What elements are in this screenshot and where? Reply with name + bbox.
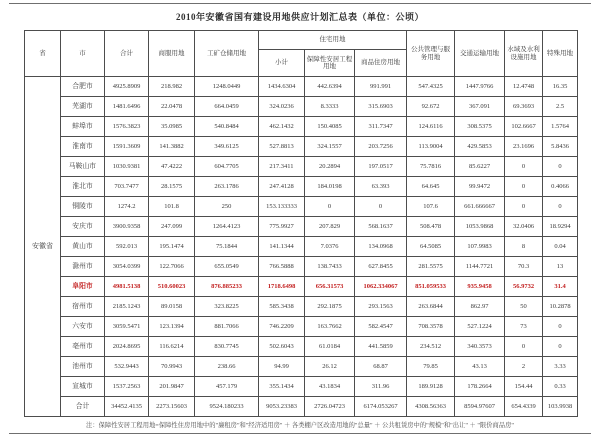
header-transportation: 交通运输用地 <box>455 31 505 77</box>
total-row <box>25 397 578 417</box>
value-cell: 63.393 <box>355 177 407 197</box>
table-row <box>25 337 578 357</box>
value-cell: 508.478 <box>407 217 455 237</box>
value-cell: 26.12 <box>305 357 355 377</box>
city-cell: 滁州市 <box>61 257 105 277</box>
value-cell: 201.9847 <box>149 377 195 397</box>
header-public-management: 公共管理与服务用地 <box>407 31 455 77</box>
value-cell: 457.179 <box>195 377 259 397</box>
value-cell: 604.7705 <box>195 157 259 177</box>
table-row <box>25 357 578 377</box>
value-cell: 2185.1243 <box>105 297 149 317</box>
city-cell: 六安市 <box>61 317 105 337</box>
value-cell: 50 <box>505 297 543 317</box>
value-cell: 102.6667 <box>505 117 543 137</box>
value-cell: 1144.7721 <box>455 257 505 277</box>
value-cell: 367.091 <box>455 97 505 117</box>
value-cell: 3.33 <box>543 357 578 377</box>
value-cell: 1264.4123 <box>195 217 259 237</box>
table-row <box>25 77 578 97</box>
value-cell: 43.13 <box>455 357 505 377</box>
value-cell: 1248.0449 <box>195 77 259 97</box>
value-cell: 708.3578 <box>407 317 455 337</box>
value-cell: 2726.04723 <box>305 397 355 417</box>
value-cell: 150.4085 <box>305 117 355 137</box>
city-cell: 淮北市 <box>61 177 105 197</box>
value-cell: 324.0236 <box>259 97 305 117</box>
value-cell: 349.6125 <box>195 137 259 157</box>
value-cell: 1481.6496 <box>105 97 149 117</box>
value-cell: 1274.2 <box>105 197 149 217</box>
value-cell: 18.9294 <box>543 217 578 237</box>
value-cell: 5.8436 <box>543 137 578 157</box>
value-cell: 830.7745 <box>195 337 259 357</box>
value-cell: 442.6394 <box>305 77 355 97</box>
value-cell: 547.4325 <box>407 77 455 97</box>
value-cell: 263.6844 <box>407 297 455 317</box>
table-row <box>25 157 578 177</box>
value-cell: 56.9732 <box>505 277 543 297</box>
value-cell: 123.1394 <box>149 317 195 337</box>
value-cell: 766.5888 <box>259 257 305 277</box>
city-cell: 宣城市 <box>61 377 105 397</box>
value-cell: 20.2894 <box>305 157 355 177</box>
value-cell: 47.4222 <box>149 157 195 177</box>
value-cell: 355.1434 <box>259 377 305 397</box>
value-cell: 70.9943 <box>149 357 195 377</box>
city-cell: 铜陵市 <box>61 197 105 217</box>
value-cell: 68.87 <box>355 357 407 377</box>
value-cell: 3054.0399 <box>105 257 149 277</box>
value-cell: 654.4339 <box>505 397 543 417</box>
value-cell: 7.0376 <box>305 237 355 257</box>
value-cell: 203.7256 <box>355 137 407 157</box>
value-cell: 22.0478 <box>149 97 195 117</box>
value-cell: 311.96 <box>355 377 407 397</box>
value-cell: 1434.6304 <box>259 77 305 97</box>
value-cell: 2024.8695 <box>105 337 149 357</box>
city-cell: 芜湖市 <box>61 97 105 117</box>
value-cell: 4981.5138 <box>105 277 149 297</box>
value-cell: 292.1875 <box>305 297 355 317</box>
value-cell: 23.1696 <box>505 137 543 157</box>
value-cell: 189.9128 <box>407 377 455 397</box>
value-cell: 462.1432 <box>259 117 305 137</box>
value-cell: 153.133333 <box>259 197 305 217</box>
page-title: 2010年安徽省国有建设用地供应计划汇总表（单位：公顷） <box>175 12 424 22</box>
value-cell: 1576.3823 <box>105 117 149 137</box>
value-cell: 1062.334067 <box>355 277 407 297</box>
value-cell: 441.5859 <box>355 337 407 357</box>
value-cell: 340.3573 <box>455 337 505 357</box>
table-body <box>25 77 578 417</box>
value-cell: 28.1575 <box>149 177 195 197</box>
value-cell: 532.9443 <box>105 357 149 377</box>
value-cell: 103.9938 <box>543 397 578 417</box>
value-cell: 234.512 <box>407 337 455 357</box>
value-cell: 16.35 <box>543 77 578 97</box>
value-cell: 0 <box>543 157 578 177</box>
value-cell: 73 <box>505 317 543 337</box>
table-row <box>25 137 578 157</box>
header-industrial: 工矿仓储用地 <box>195 31 259 77</box>
value-cell: 0 <box>543 317 578 337</box>
value-cell: 69.3693 <box>505 97 543 117</box>
value-cell: 141.3882 <box>149 137 195 157</box>
value-cell: 138.7433 <box>305 257 355 277</box>
value-cell: 107.6 <box>407 197 455 217</box>
value-cell: 0 <box>305 197 355 217</box>
value-cell: 0 <box>543 197 578 217</box>
table-header <box>25 31 578 77</box>
table-row <box>25 177 578 197</box>
table-row <box>25 237 578 257</box>
value-cell: 94.99 <box>259 357 305 377</box>
value-cell: 703.7477 <box>105 177 149 197</box>
value-cell: 775.9927 <box>259 217 305 237</box>
city-cell: 蚌埠市 <box>61 117 105 137</box>
value-cell: 656.31573 <box>305 277 355 297</box>
value-cell: 0 <box>505 197 543 217</box>
value-cell: 217.3411 <box>259 157 305 177</box>
value-cell: 141.1344 <box>259 237 305 257</box>
value-cell: 540.8484 <box>195 117 259 137</box>
header-commercial: 商服用地 <box>149 31 195 77</box>
value-cell: 2 <box>505 357 543 377</box>
value-cell: 308.5375 <box>455 117 505 137</box>
value-cell: 34452.4135 <box>105 397 149 417</box>
value-cell: 250 <box>195 197 259 217</box>
page-top-rule <box>9 3 591 4</box>
header-affordable-housing: 保障性安居工程用地 <box>305 50 355 77</box>
value-cell: 510.60023 <box>149 277 195 297</box>
table-row <box>25 217 578 237</box>
city-cell: 合计 <box>61 397 105 417</box>
value-cell: 862.97 <box>455 297 505 317</box>
table-row <box>25 97 578 117</box>
value-cell: 876.885233 <box>195 277 259 297</box>
value-cell: 281.5575 <box>407 257 455 277</box>
city-cell: 阜阳市 <box>61 277 105 297</box>
city-cell: 宿州市 <box>61 297 105 317</box>
value-cell: 75.1844 <box>195 237 259 257</box>
value-cell: 746.2209 <box>259 317 305 337</box>
table-row <box>25 257 578 277</box>
value-cell: 9053.23383 <box>259 397 305 417</box>
value-cell: 664.0459 <box>195 97 259 117</box>
land-supply-table <box>24 30 578 417</box>
value-cell: 8594.97607 <box>455 397 505 417</box>
value-cell: 851.059533 <box>407 277 455 297</box>
table-row <box>25 377 578 397</box>
value-cell: 293.1563 <box>355 297 407 317</box>
value-cell: 0.33 <box>543 377 578 397</box>
value-cell: 61.0184 <box>305 337 355 357</box>
value-cell: 323.8225 <box>195 297 259 317</box>
value-cell: 12.4748 <box>505 77 543 97</box>
value-cell: 4925.8909 <box>105 77 149 97</box>
value-cell: 92.672 <box>407 97 455 117</box>
header-water-facilities: 水域及水利设施用地 <box>505 31 543 77</box>
value-cell: 64.645 <box>407 177 455 197</box>
value-cell: 429.5853 <box>455 137 505 157</box>
value-cell: 881.7066 <box>195 317 259 337</box>
value-cell: 113.9004 <box>407 137 455 157</box>
footnote: 注：保障性安居工程用地=保障性住房用地中的"廉租房"和"经济适用房" ＋ 各类棚户区改造用地的"总量" ＋ 公共租赁房中的"规模"和"出让" ＋ "限价商品房" <box>86 422 514 429</box>
value-cell: 32.0406 <box>505 217 543 237</box>
header-city: 市 <box>61 31 105 77</box>
value-cell: 70.3 <box>505 257 543 277</box>
city-cell: 马鞍山市 <box>61 157 105 177</box>
value-cell: 107.9983 <box>455 237 505 257</box>
value-cell: 9524.180233 <box>195 397 259 417</box>
value-cell: 0 <box>355 197 407 217</box>
value-cell: 2.5 <box>543 97 578 117</box>
value-cell: 116.6214 <box>149 337 195 357</box>
city-cell: 黄山市 <box>61 237 105 257</box>
value-cell: 0 <box>543 337 578 357</box>
value-cell: 178.2664 <box>455 377 505 397</box>
value-cell: 1447.9766 <box>455 77 505 97</box>
city-cell: 池州市 <box>61 357 105 377</box>
value-cell: 1591.3609 <box>105 137 149 157</box>
value-cell: 1537.2563 <box>105 377 149 397</box>
value-cell: 35.0985 <box>149 117 195 137</box>
value-cell: 935.9458 <box>455 277 505 297</box>
value-cell: 585.3438 <box>259 297 305 317</box>
header-residential-group: 住宅用地 <box>259 31 407 50</box>
value-cell: 247.4128 <box>259 177 305 197</box>
value-cell: 43.1834 <box>305 377 355 397</box>
value-cell: 247.099 <box>149 217 195 237</box>
value-cell: 527.1224 <box>455 317 505 337</box>
value-cell: 163.7662 <box>305 317 355 337</box>
value-cell: 1718.6498 <box>259 277 305 297</box>
page-bottom-rule <box>9 433 591 434</box>
table-row <box>25 197 578 217</box>
value-cell: 991.991 <box>355 77 407 97</box>
value-cell: 527.8813 <box>259 137 305 157</box>
table-row <box>25 297 578 317</box>
value-cell: 0.04 <box>543 237 578 257</box>
value-cell: 197.0517 <box>355 157 407 177</box>
value-cell: 238.66 <box>195 357 259 377</box>
city-cell: 淮南市 <box>61 137 105 157</box>
city-cell: 亳州市 <box>61 337 105 357</box>
value-cell: 218.982 <box>149 77 195 97</box>
value-cell: 627.8455 <box>355 257 407 277</box>
value-cell: 31.4 <box>543 277 578 297</box>
value-cell: 134.0968 <box>355 237 407 257</box>
city-cell: 合肥市 <box>61 77 105 97</box>
value-cell: 568.1637 <box>355 217 407 237</box>
value-cell: 0 <box>505 177 543 197</box>
value-cell: 85.6227 <box>455 157 505 177</box>
table-row <box>25 277 578 297</box>
value-cell: 6174.053267 <box>355 397 407 417</box>
value-cell: 315.6903 <box>355 97 407 117</box>
value-cell: 324.1557 <box>305 137 355 157</box>
header-province: 省 <box>25 31 61 77</box>
city-cell: 安庆市 <box>61 217 105 237</box>
header-residential-subtotal: 小计 <box>259 50 305 77</box>
value-cell: 1053.9868 <box>455 217 505 237</box>
value-cell: 75.7816 <box>407 157 455 177</box>
value-cell: 0 <box>505 337 543 357</box>
value-cell: 101.8 <box>149 197 195 217</box>
value-cell: 13 <box>543 257 578 277</box>
value-cell: 263.1786 <box>195 177 259 197</box>
value-cell: 207.829 <box>305 217 355 237</box>
value-cell: 10.2878 <box>543 297 578 317</box>
value-cell: 64.5085 <box>407 237 455 257</box>
table-row <box>25 317 578 337</box>
value-cell: 0.4066 <box>543 177 578 197</box>
value-cell: 655.0549 <box>195 257 259 277</box>
header-special: 特殊用地 <box>543 31 578 77</box>
value-cell: 311.7347 <box>355 117 407 137</box>
value-cell: 4308.56363 <box>407 397 455 417</box>
value-cell: 3059.5471 <box>105 317 149 337</box>
value-cell: 8.3333 <box>305 97 355 117</box>
value-cell: 0 <box>505 157 543 177</box>
value-cell: 3900.9358 <box>105 217 149 237</box>
value-cell: 79.85 <box>407 357 455 377</box>
value-cell: 592.013 <box>105 237 149 257</box>
value-cell: 154.44 <box>505 377 543 397</box>
value-cell: 1030.9381 <box>105 157 149 177</box>
value-cell: 99.9472 <box>455 177 505 197</box>
header-total: 合计 <box>105 31 149 77</box>
value-cell: 661.666667 <box>455 197 505 217</box>
province-cell: 安徽省 <box>25 77 61 417</box>
value-cell: 502.6043 <box>259 337 305 357</box>
value-cell: 1.5764 <box>543 117 578 137</box>
value-cell: 582.4547 <box>355 317 407 337</box>
value-cell: 2273.15603 <box>149 397 195 417</box>
header-commodity-housing: 商品住房用地 <box>355 50 407 77</box>
value-cell: 124.6116 <box>407 117 455 137</box>
value-cell: 122.7066 <box>149 257 195 277</box>
table-row <box>25 117 578 137</box>
value-cell: 184.0198 <box>305 177 355 197</box>
value-cell: 195.1474 <box>149 237 195 257</box>
value-cell: 8 <box>505 237 543 257</box>
value-cell: 89.0158 <box>149 297 195 317</box>
